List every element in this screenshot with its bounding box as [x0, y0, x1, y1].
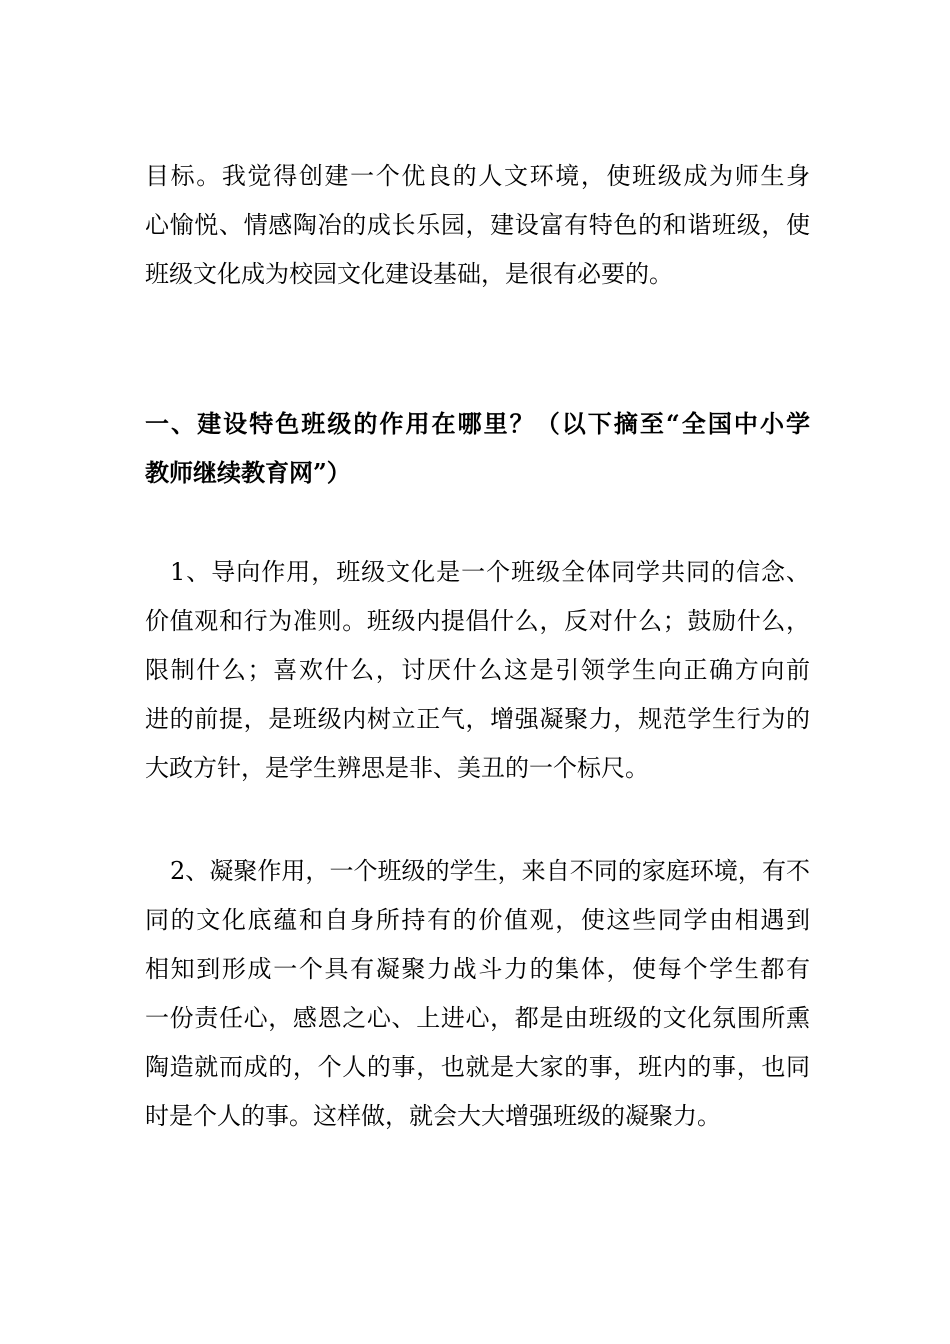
section-heading-line: 一、建设特色班级的作用在哪里？（以下摘至“全国中小学	[145, 409, 810, 438]
paragraph-line: 时是个人的事。这样做，就会大大增强班级的凝聚力。	[145, 1102, 721, 1130]
paragraph-line: 陶造就而成的，个人的事，也就是大家的事，班内的事，也同	[145, 1053, 810, 1081]
paragraph-line: 1、导向作用，班级文化是一个班级全体同学共同的信念、	[170, 558, 810, 586]
paragraph-line: 进的前提，是班级内树立正气，增强凝聚力，规范学生行为的	[145, 705, 810, 733]
paragraph-line: 心愉悦、情感陶冶的成长乐园，建设富有特色的和谐班级，使	[145, 211, 810, 239]
paragraph-line: 同的文化底蕴和自身所持有的价值观，使这些同学由相遇到	[145, 906, 810, 934]
paragraph-line: 2、凝聚作用，一个班级的学生，来自不同的家庭环境，有不	[170, 857, 810, 885]
paragraph-line: 价值观和行为准则。班级内提倡什么，反对什么；鼓励什么，	[145, 607, 810, 635]
paragraph-line: 班级文化成为校园文化建设基础，是很有必要的。	[145, 260, 673, 288]
paragraph-line: 大政方针，是学生辨思是非、美丑的一个标尺。	[145, 754, 649, 782]
paragraph-line: 一份责任心，感恩之心、上进心，都是由班级的文化氛围所熏	[145, 1004, 810, 1032]
section-heading-line: 教师继续教育网”）	[145, 458, 351, 487]
paragraph-line: 限制什么；喜欢什么，讨厌什么这是引领学生向正确方向前	[145, 656, 810, 684]
paragraph-line: 相知到形成一个具有凝聚力战斗力的集体，使每个学生都有	[145, 955, 810, 983]
paragraph-line: 目标。我觉得创建一个优良的人文环境，使班级成为师生身	[145, 162, 810, 190]
